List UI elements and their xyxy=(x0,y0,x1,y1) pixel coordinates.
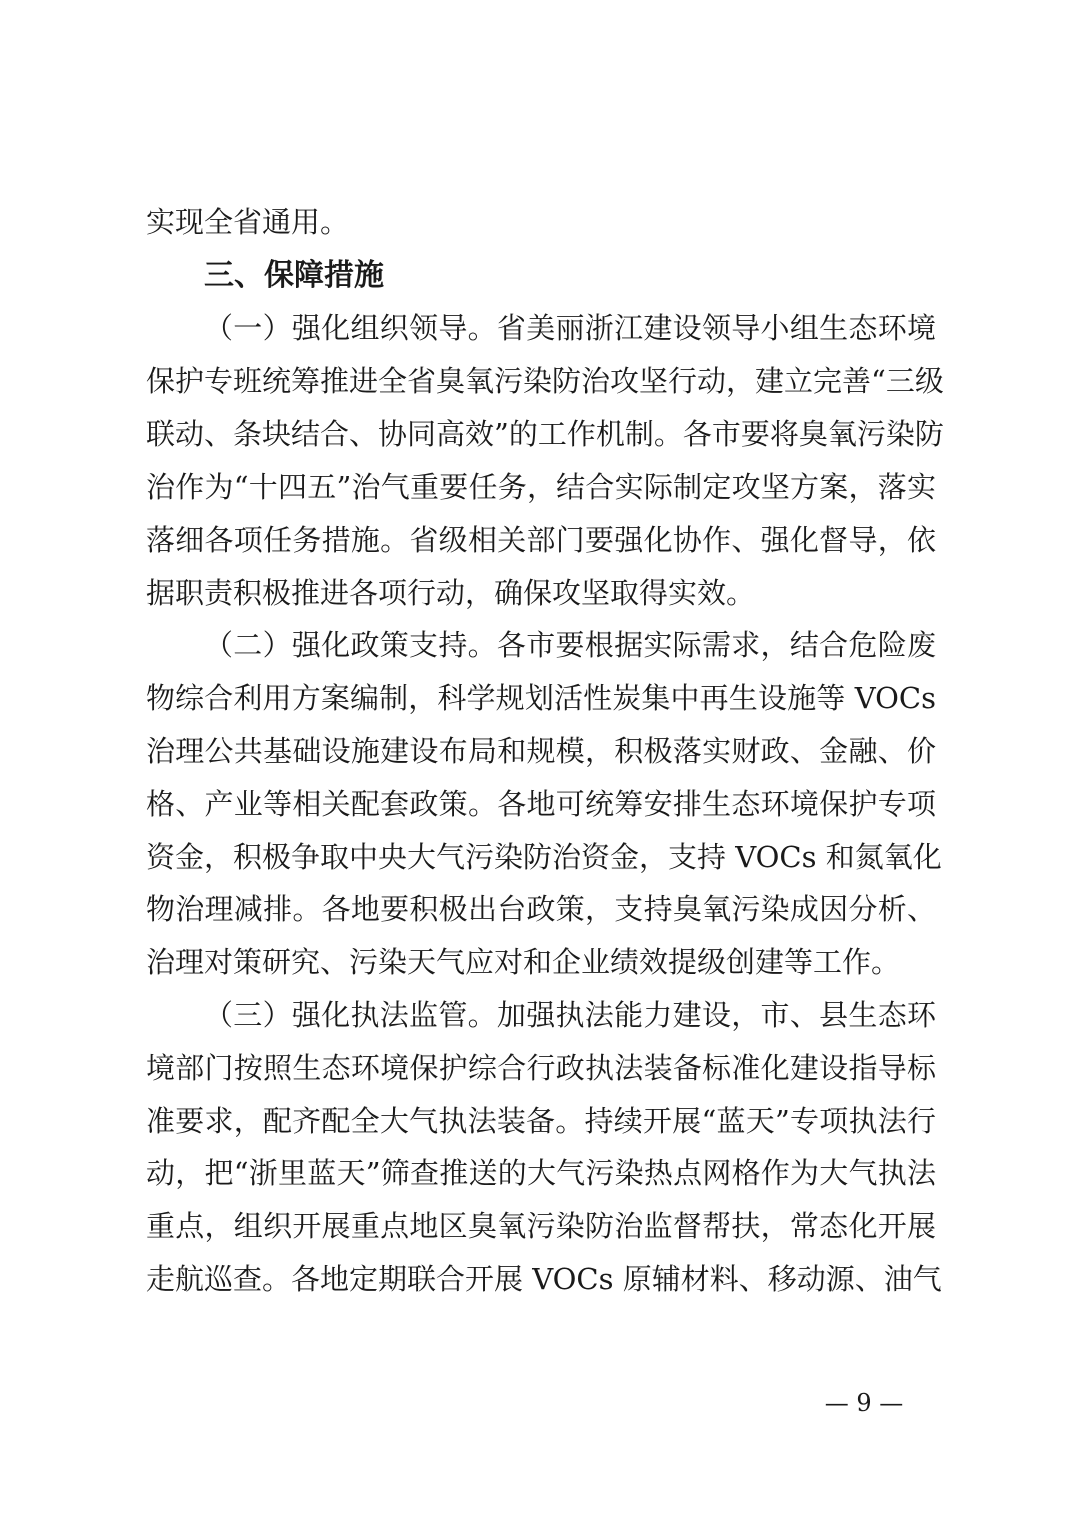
paragraph-2-line-1: （二）强化政策支持。各市要根据实际需求，结合危险废 xyxy=(204,628,936,662)
paragraph-2-line-5: 资金，积极争取中央大气污染防治资金，支持 VOCs 和氮氧化 xyxy=(146,840,942,874)
paragraph-3-line-1: （三）强化执法监管。加强执法能力建设，市、县生态环 xyxy=(204,998,936,1032)
paragraph-3-line-6: 走航巡查。各地定期联合开展 VOCs 原辅材料、移动源、油气 xyxy=(146,1262,942,1296)
paragraph-1-line-6: 据职责积极推进各项行动，确保攻坚取得实效。 xyxy=(146,576,756,610)
paragraph-1-line-4: 治作为“十四五”治气重要任务，结合实际制定攻坚方案，落实 xyxy=(146,470,936,504)
paragraph-2-line-2: 物综合利用方案编制，科学规划活性炭集中再生设施等 VOCs xyxy=(146,681,936,715)
paragraph-3-line-2: 境部门按照生态环境保护综合行政执法装备标准化建设指导标 xyxy=(146,1051,936,1085)
page-number: — 9 — xyxy=(824,1389,904,1417)
paragraph-2-line-6: 物治理减排。各地要积极出台政策，支持臭氧污染成因分析、 xyxy=(146,892,936,926)
paragraph-1-line-2: 保护专班统筹推进全省臭氧污染防治攻坚行动，建立完善“三级 xyxy=(146,364,944,398)
paragraph-1-line-5: 落细各项任务措施。省级相关部门要强化协作、强化督导，依 xyxy=(146,523,936,557)
paragraph-3-line-4: 动，把“浙里蓝天”筛查推送的大气污染热点网格作为大气执法 xyxy=(146,1156,936,1190)
paragraph-3-line-3: 准要求，配齐配全大气执法装备。持续开展“蓝天”专项执法行 xyxy=(146,1104,936,1138)
opening-line: 实现全省通用。 xyxy=(146,205,350,239)
paragraph-2-line-4: 格、产业等相关配套政策。各地可统筹安排生态环境保护专项 xyxy=(146,787,936,821)
section-heading: 三、保障措施 xyxy=(204,258,384,293)
paragraph-2-line-7: 治理对策研究、污染天气应对和企业绩效提级创建等工作。 xyxy=(146,945,901,979)
paragraph-1-line-1: （一）强化组织领导。省美丽浙江建设领导小组生态环境 xyxy=(204,311,936,345)
paragraph-2-line-3: 治理公共基础设施建设布局和规模，积极落实财政、金融、价 xyxy=(146,734,936,768)
paragraph-1-line-3: 联动、条块结合、协同高效”的工作机制。各市要将臭氧污染防 xyxy=(146,417,944,451)
paragraph-3-line-5: 重点，组织开展重点地区臭氧污染防治监督帮扶，常态化开展 xyxy=(146,1209,936,1243)
